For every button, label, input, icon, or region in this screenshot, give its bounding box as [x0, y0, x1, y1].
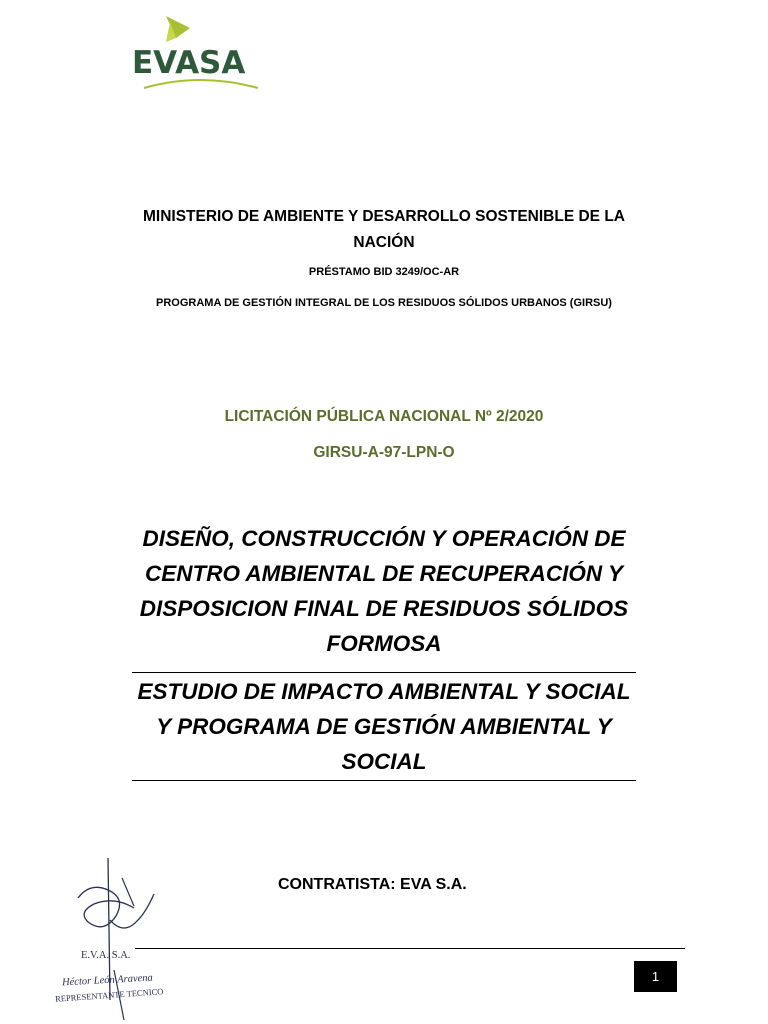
- loan-line: PRÉSTAMO BID 3249/OC-AR: [308, 266, 460, 278]
- tender-title: LICITACIÓN PÚBLICA NACIONAL Nº 2/2020: [224, 408, 544, 425]
- signature-name: Héctor León Aravena: [61, 972, 154, 989]
- program-line: PROGRAMA DE GESTIÓN INTEGRAL DE LOS RESIDUOS SÓLIDOS URBANOS (GIRSU): [156, 297, 612, 309]
- footer-divider: [135, 948, 685, 949]
- divider-bottom: [132, 780, 636, 781]
- divider-top: [132, 672, 636, 673]
- evasa-logo: [130, 14, 280, 94]
- ministry-heading: MINISTERIO DE AMBIENTE Y DESARROLLO SOSTENIBLE DE LA NACIÓN: [143, 208, 625, 251]
- page-number: 1: [634, 961, 677, 992]
- signature-company: E.V.A. S.A.: [81, 950, 131, 961]
- contractor-label: CONTRATISTA: EVA S.A.: [278, 876, 467, 893]
- project-subtitle: ESTUDIO DE IMPACTO AMBIENTAL Y SOCIAL Y PROGRAMA DE GESTIÓN AMBIENTAL Y SOCIAL: [137, 679, 631, 774]
- logo-text: EVASA: [132, 45, 246, 81]
- project-title: DISEÑO, CONSTRUCCIÓN Y OPERACIÓN DE CENTRO AMBIENTAL DE RECUPERACIÓN Y DISPOSICION FINAL DE RESIDUOS SÓLIDOS FORMOSA: [139, 526, 629, 656]
- tender-code: GIRSU-A-97-LPN-O: [313, 444, 455, 461]
- signature-role: REPRESENTANTE TECNICO: [54, 986, 164, 1004]
